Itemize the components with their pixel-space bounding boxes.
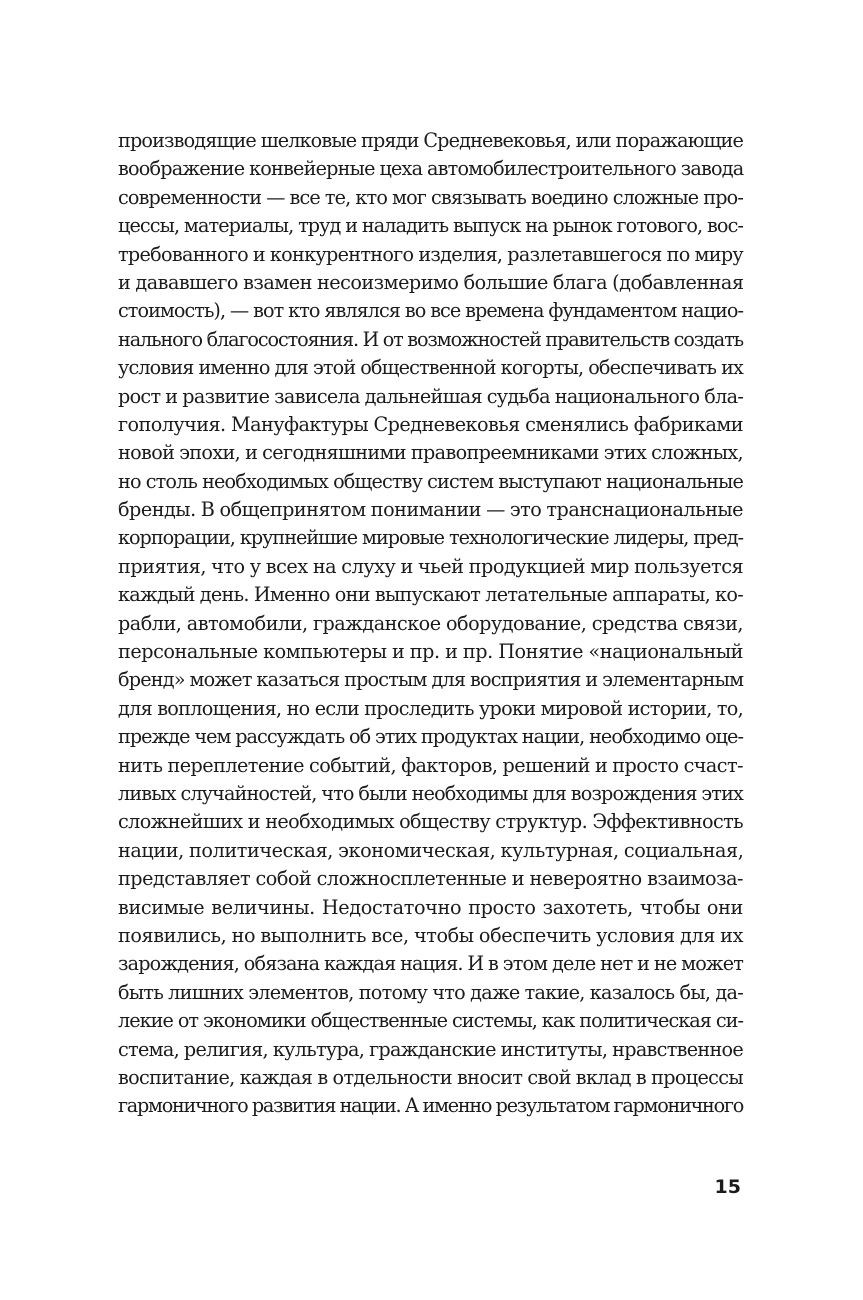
text-line: стоимость), — вот кто являлся во все времена фундаментом нацио- <box>118 299 743 323</box>
text-line: нального благосостояния. И от возможностей правительств создать <box>118 327 743 351</box>
text-line: зарождения, обязана каждая нация. И в этом деле нет и не может <box>118 952 743 976</box>
text-line: стема, религия, культура, гражданские институты, нравственное <box>118 1037 744 1061</box>
page-number: 15 <box>714 1176 741 1198</box>
text-line: производящие шелковые пряди Средневековья, или поражающие <box>118 129 743 152</box>
text-line: бренд» может казаться простым для восприятия и элементарным <box>118 668 744 692</box>
text-line: новой эпохи, и сегодняшними правопреемниками этих сложных, <box>118 441 743 465</box>
text-line: бренды. В общепринятом понимании — это транснациональные <box>118 498 743 522</box>
text-line: появились, но выполнить все, чтобы обеспечить условия для их <box>118 923 743 947</box>
text-line: условия именно для этой общественной когорты, обеспечивать их <box>118 356 743 380</box>
text-line: требованного и конкурентного изделия, разлетавшегося по миру <box>118 242 743 266</box>
text-line: быть лишних элементов, потому что даже такие, казалось бы, да- <box>118 980 743 1004</box>
body-text <box>118 127 743 1121</box>
text-line: ливых случайностей, что были необходимы для возрождения этих <box>118 781 743 805</box>
text-line: сложнейших и необходимых обществу структур. Эффективность <box>118 810 743 834</box>
text-line: для воплощения, но если проследить уроки мировой истории, то, <box>118 696 743 720</box>
text-line: нации, политическая, экономическая, культурная, социальная, <box>118 838 744 862</box>
text-line: представляет собой сложносплетенные и невероятно взаимоза- <box>118 867 743 891</box>
text-line: и дававшего взамен несоизмеримо большие блага (добавленная <box>118 270 744 294</box>
text-line: персональные компьютеры и пр. и пр. Понятие «национальный <box>118 640 743 664</box>
text-line: каждый день. Именно они выпускают летательные аппараты, ко- <box>118 583 743 607</box>
text-line: но столь необходимых обществу систем выступают национальные <box>118 469 743 493</box>
text-line: гополучия. Мануфактуры Средневековья сменялись фабриками <box>118 412 743 436</box>
text-line: рост и развитие зависела дальнейшая судьба национального бла- <box>118 384 744 408</box>
text-line: гармоничного развития нации. А именно результатом гармоничного <box>118 1094 743 1118</box>
text-line: висимые величины. Недостаточно просто захотеть, чтобы они <box>118 895 743 919</box>
text-line: лекие от экономики общественные системы, как политическая си- <box>118 1009 743 1033</box>
text-line: прежде чем рассуждать об этих продуктах нации, необходимо оце- <box>118 725 743 749</box>
text-line: воображение конвейерные цеха автомобилестроительного завода <box>118 157 744 181</box>
text-line: цессы, материалы, труд и наладить выпуск на рынок готового, вос- <box>118 214 743 238</box>
text-line: современности — все те, кто мог связывать воедино сложные про- <box>118 185 743 209</box>
text-line: корпорации, крупнейшие мировые технологические лидеры, пред- <box>118 526 743 550</box>
text-line: приятия, что у всех на слуху и чьей продукцией мир пользуется <box>118 554 744 578</box>
text-line: воспитание, каждая в отдельности вносит свой вклад в процессы <box>118 1065 743 1089</box>
text-line: нить переплетение событий, факторов, решений и просто счаст- <box>118 753 743 777</box>
text-line: рабли, автомобили, гражданское оборудование, средства связи, <box>118 611 743 635</box>
